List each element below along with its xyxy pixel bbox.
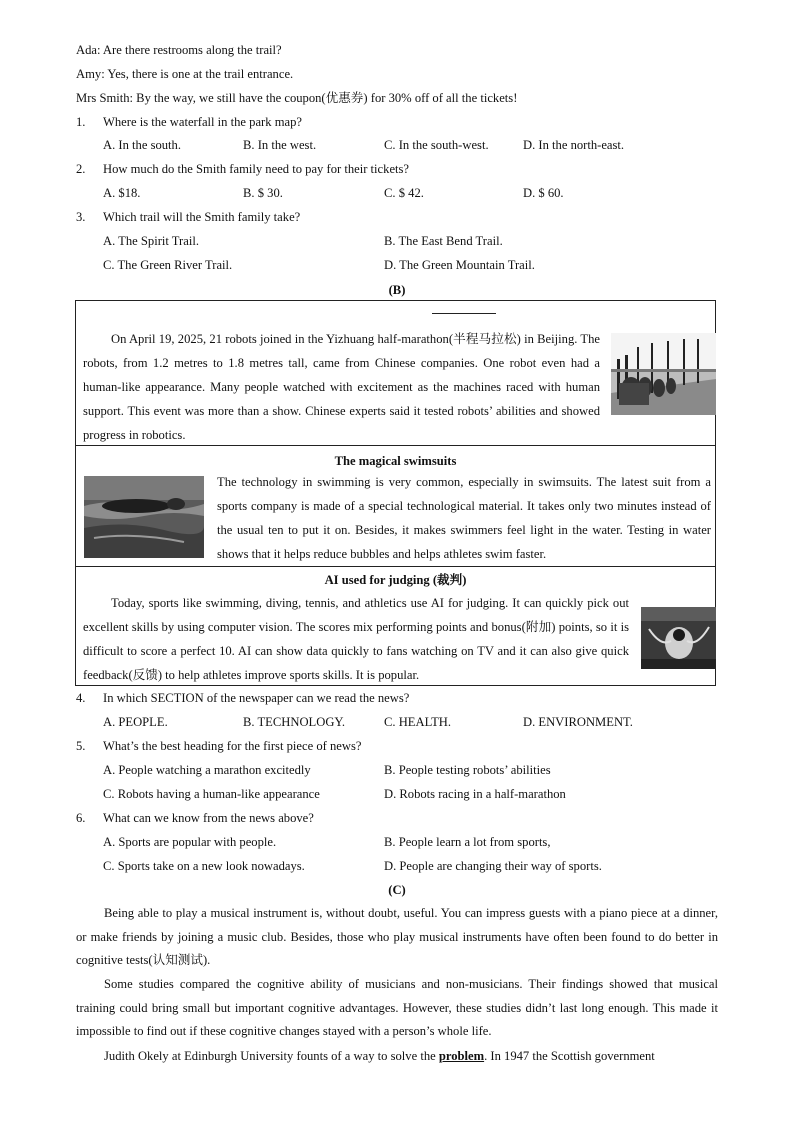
swimmer-photo [84, 476, 204, 558]
option[interactable]: B. People testing robots’ abilities [384, 763, 551, 777]
option[interactable]: B. In the west. [243, 138, 317, 152]
ai-judging-photo [641, 607, 716, 669]
news-text: On April 19, 2025, 21 robots joined in the Yizhuang half-marathon(半程马拉松) in Beijing. The robots, from 1.2 metres to 1.8 metres tall, came from Chinese companies. One robot even had a human-like appearance. Many people watched with excitement as the machines raced with human support. This event was more than a show. Chinese experts said it tested robots’ abilities and showed progress in robotics. [83, 332, 600, 442]
question-number: 3. [76, 210, 86, 224]
question-text: How much do the Smith family need to pay for their tickets? [103, 162, 410, 176]
robot-marathon-photo [611, 333, 716, 415]
question-text: What can we know from the news above? [103, 811, 314, 825]
dialogue-line: Ada: Are there restrooms along the trail? [76, 43, 282, 57]
underlined-word: problem [438, 1049, 485, 1063]
option[interactable]: D. $ 60. [523, 186, 564, 200]
dialogue-line: Mrs Smith: By the way, we still have the coupon(优惠券) for 30% off of all the tickets! [76, 91, 518, 105]
passage-text: . In 1947 the Scottish government [484, 1049, 655, 1063]
option[interactable]: A. PEOPLE. [103, 715, 168, 729]
option[interactable]: A. People watching a marathon excitedly [103, 763, 311, 777]
option[interactable]: B. TECHNOLOGY. [243, 715, 346, 729]
question-text: What’s the best heading for the first piece of news? [103, 739, 362, 753]
option[interactable]: B. People learn a lot from sports, [384, 835, 551, 849]
question-text: In which SECTION of the newspaper can we read the news? [103, 691, 410, 705]
option[interactable]: D. People are changing their way of sports. [384, 859, 602, 873]
question-text: Where is the waterfall in the park map? [103, 115, 302, 129]
news-text: Today, sports like swimming, diving, tennis, and athletics use AI for judging. It can quickly pick out excellent skills by using computer vision. The scores mix performing points and bonus(附加) points, so it is difficult to score a perfect 10. AI can show data quickly to fans watching on TV and it can also give quick feedback(反馈) to help athletes improve sports skills. It is popular. [83, 596, 629, 682]
option[interactable]: A. In the south. [103, 138, 182, 152]
passage-text: Judith Okely at Edinburgh University founts of a way to solve the [104, 1049, 439, 1063]
option[interactable]: C. HEALTH. [384, 715, 452, 729]
option[interactable]: B. $ 30. [243, 186, 283, 200]
passage-paragraph: Being able to play a musical instrument is, without doubt, useful. You can impress guests with a piano piece at a dinner, or make friends by joining a music club. Besides, those who play musical instruments have often been found to do better in cognitive tests(认知测试). [76, 906, 718, 967]
question-text: Which trail will the Smith family take? [103, 210, 301, 224]
option[interactable]: D. ENVIRONMENT. [523, 715, 633, 729]
option[interactable]: C. $ 42. [384, 186, 424, 200]
section-b-label: (B) [388, 283, 406, 297]
question-number: 5. [76, 739, 86, 753]
news-item-ai-judging [75, 566, 716, 686]
option[interactable]: A. Sports are popular with people. [103, 835, 277, 849]
dialogue-line: Amy: Yes, there is one at the trail entrance. [76, 67, 294, 81]
news-item-robots [75, 300, 716, 446]
option[interactable]: D. In the north-east. [523, 138, 625, 152]
option[interactable]: C. Sports take on a new look nowadays. [103, 859, 305, 873]
option[interactable]: A. The Spirit Trail. [103, 234, 199, 248]
option[interactable]: C. The Green River Trail. [103, 258, 233, 272]
option[interactable]: D. Robots racing in a half-marathon [384, 787, 566, 801]
question-number: 1. [76, 115, 86, 129]
news-item-swimsuits [75, 445, 716, 567]
option[interactable]: A. $18. [103, 186, 141, 200]
news-title: The magical swimsuits [334, 454, 457, 468]
question-number: 2. [76, 162, 86, 176]
question-number: 6. [76, 811, 86, 825]
news-text: The technology in swimming is very common, especially in swimsuits. The latest suit from a sports company is made of a special technological material. It takes only two minutes instead of the usual ten to put it on. Besides, it makes swimmers feel light in the water. Testing in water shows that it helps reduce bubbles and helps athletes swim faster. [217, 475, 711, 561]
option[interactable]: D. The Green Mountain Trail. [384, 258, 535, 272]
heading-blank [432, 313, 496, 314]
option[interactable]: C. In the south-west. [384, 138, 489, 152]
passage-paragraph: Some studies compared the cognitive ability of musicians and non-musicians. Their findings showed that musical training could bring small but important cognitive advantages. However, these studies didn’t last long enough. This made it impossible to find out if these cognitive changes stayed with a person’s whole life. [76, 977, 718, 1038]
news-title: AI used for judging (裁判) [324, 573, 467, 587]
option[interactable]: B. The East Bend Trail. [384, 234, 503, 248]
section-c-label: (C) [388, 883, 406, 897]
passage-paragraph [76, 1045, 718, 1069]
question-number: 4. [76, 691, 86, 705]
option[interactable]: C. Robots having a human-like appearance [103, 787, 320, 801]
